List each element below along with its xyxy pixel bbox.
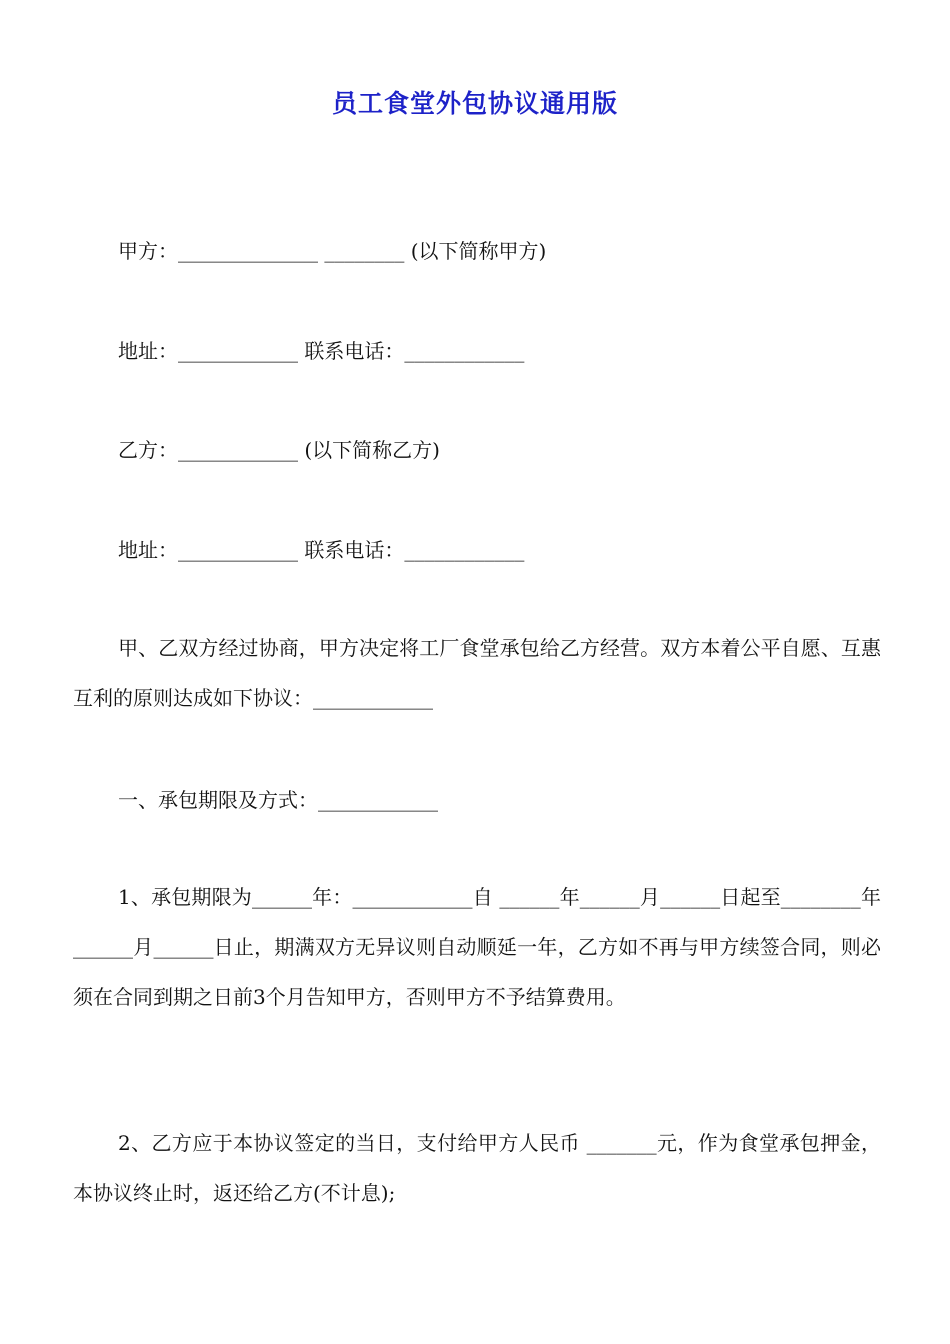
party-a-address-line: 地址：____________ 联系电话：____________	[118, 339, 525, 363]
party-b-address-line: 地址：____________ 联系电话：____________	[118, 538, 525, 562]
document-title: 员工食堂外包协议通用版	[331, 89, 618, 118]
clause-1-paragraph	[73, 872, 881, 1022]
party-b-line: 乙方：____________ (以下简称乙方)	[118, 438, 440, 462]
clause-2-paragraph	[73, 1118, 881, 1218]
intro-paragraph	[73, 623, 881, 723]
clause-2-text: 2、乙方应于本协议签定的当日，支付给甲方人民币 _______元，作为食堂承包押金，本协议终止时，返还给乙方(不计息);	[73, 1131, 881, 1205]
clause-1-text: 1、承包期限为______年：____________自 ______年______月______日起至________年______月______日止，期满双方无异议则自动顺延一年，乙方如不再与甲方续签合同，则必须在合同到期之日前3个月告知甲方，否则甲方不予结算费用。	[73, 885, 881, 1009]
section-1-heading: 一、承包期限及方式：____________	[118, 788, 438, 812]
intro-paragraph-text: 甲、乙双方经过协商，甲方决定将工厂食堂承包给乙方经营。双方本着公平自愿、互惠互利的原则达成如下协议：____________	[73, 636, 881, 710]
party-a-line: 甲方：______________ ________ (以下简称甲方)	[118, 239, 547, 263]
